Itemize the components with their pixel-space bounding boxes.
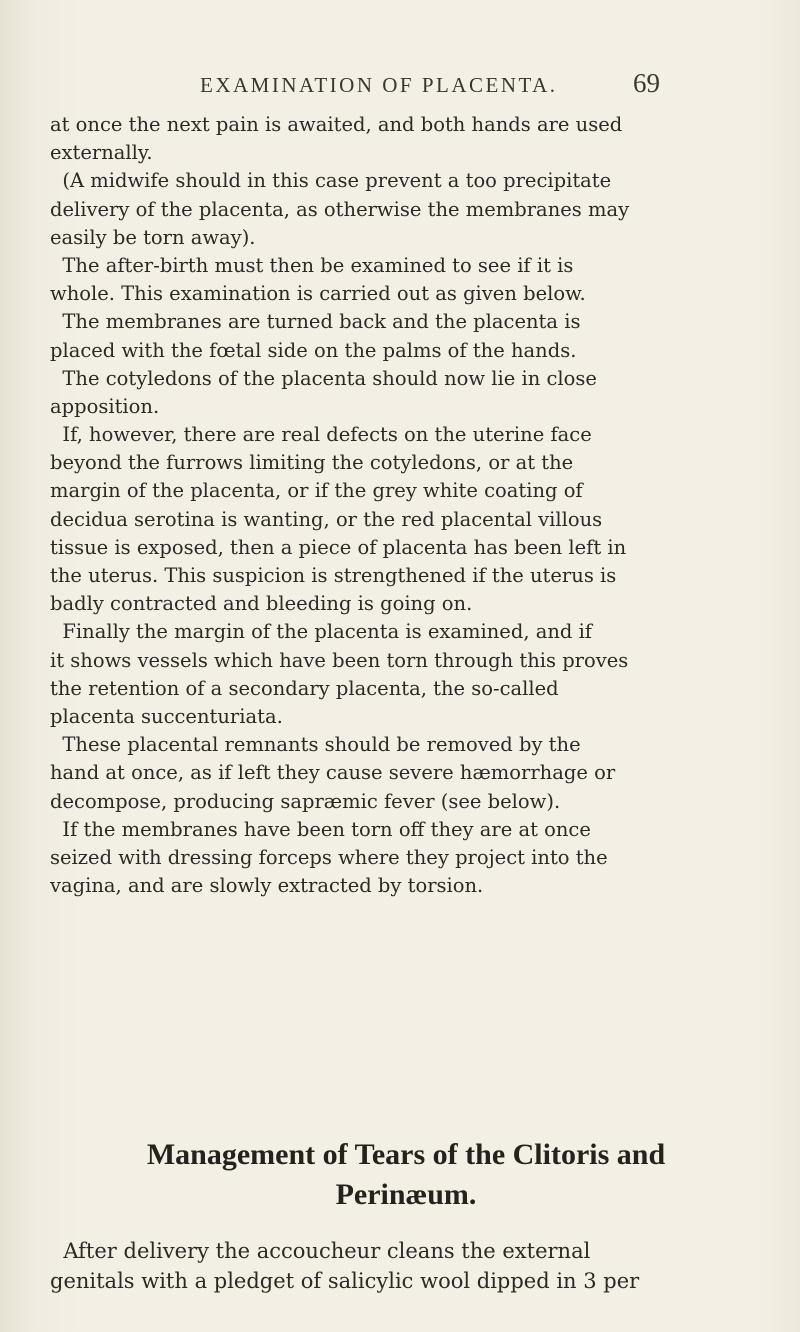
text-line: decidua serotina is wanting, or the red placental villous (50, 507, 603, 531)
section-heading-line-2: Perinæum. (335, 1178, 477, 1211)
running-head-title: EXAMINATION OF PLACENTA. (200, 73, 558, 97)
running-head (200, 68, 660, 99)
text-line: externally. (50, 141, 153, 165)
text-line: placed with the fœtal side on the palms of the hands. (50, 338, 577, 362)
page-number: 69 (633, 68, 660, 98)
text-line: at once the next pain is awaited, and both hands are used (50, 113, 623, 136)
text-line: whole. This examination is carried out as given below. (50, 282, 586, 306)
text-line: tissue is exposed, then a piece of placenta has been left in (50, 535, 627, 559)
text-line: After delivery the accoucheur cleans the external (50, 1239, 591, 1263)
text-line: vagina, and are slowly extracted by torsion. (50, 874, 484, 898)
section-body-text (50, 1236, 762, 1296)
text-line: apposition. (50, 394, 160, 418)
section-heading (50, 1135, 762, 1215)
text-line: delivery of the placenta, as otherwise the membranes may (50, 197, 630, 221)
text-line: The after-birth must then be examined to see if it is (50, 253, 574, 277)
text-line: easily be torn away). (50, 225, 256, 249)
text-line: Finally the margin of the placenta is examined, and if (50, 620, 593, 644)
text-line: decompose, producing sapræmic fever (see below). (50, 789, 561, 813)
text-line: The cotyledons of the placenta should now lie in close (50, 366, 597, 390)
text-line: margin of the placenta, or if the grey white coating of (50, 479, 583, 503)
text-line: badly contracted and bleeding is going on. (50, 592, 473, 616)
text-line: The membranes are turned back and the placenta is (50, 310, 581, 334)
text-line: placenta succenturiata. (50, 704, 283, 728)
text-line: the retention of a secondary placenta, the so-called (50, 676, 559, 700)
body-text (50, 111, 762, 900)
text-line: genitals with a pledget of salicylic wool dipped in 3 per (50, 1269, 640, 1293)
text-line: the uterus. This suspicion is strengthened if the uterus is (50, 564, 617, 587)
text-line: If, however, there are real defects on the uterine face (50, 423, 592, 447)
text-line: (A midwife should in this case prevent a too precipitate (50, 169, 612, 193)
text-line: These placental remnants should be removed by the (50, 733, 581, 757)
text-line: it shows vessels which have been torn through this proves (50, 648, 629, 672)
section-heading-line-1: Management of Tears of the Clitoris and (146, 1138, 666, 1171)
text-line: If the membranes have been torn off they are at once (50, 817, 591, 841)
text-line: hand at once, as if left they cause severe hæmorrhage or (50, 761, 616, 785)
text-line: seized with dressing forceps where they project into the (50, 845, 608, 869)
text-line: beyond the furrows limiting the cotyledons, or at the (50, 451, 574, 475)
